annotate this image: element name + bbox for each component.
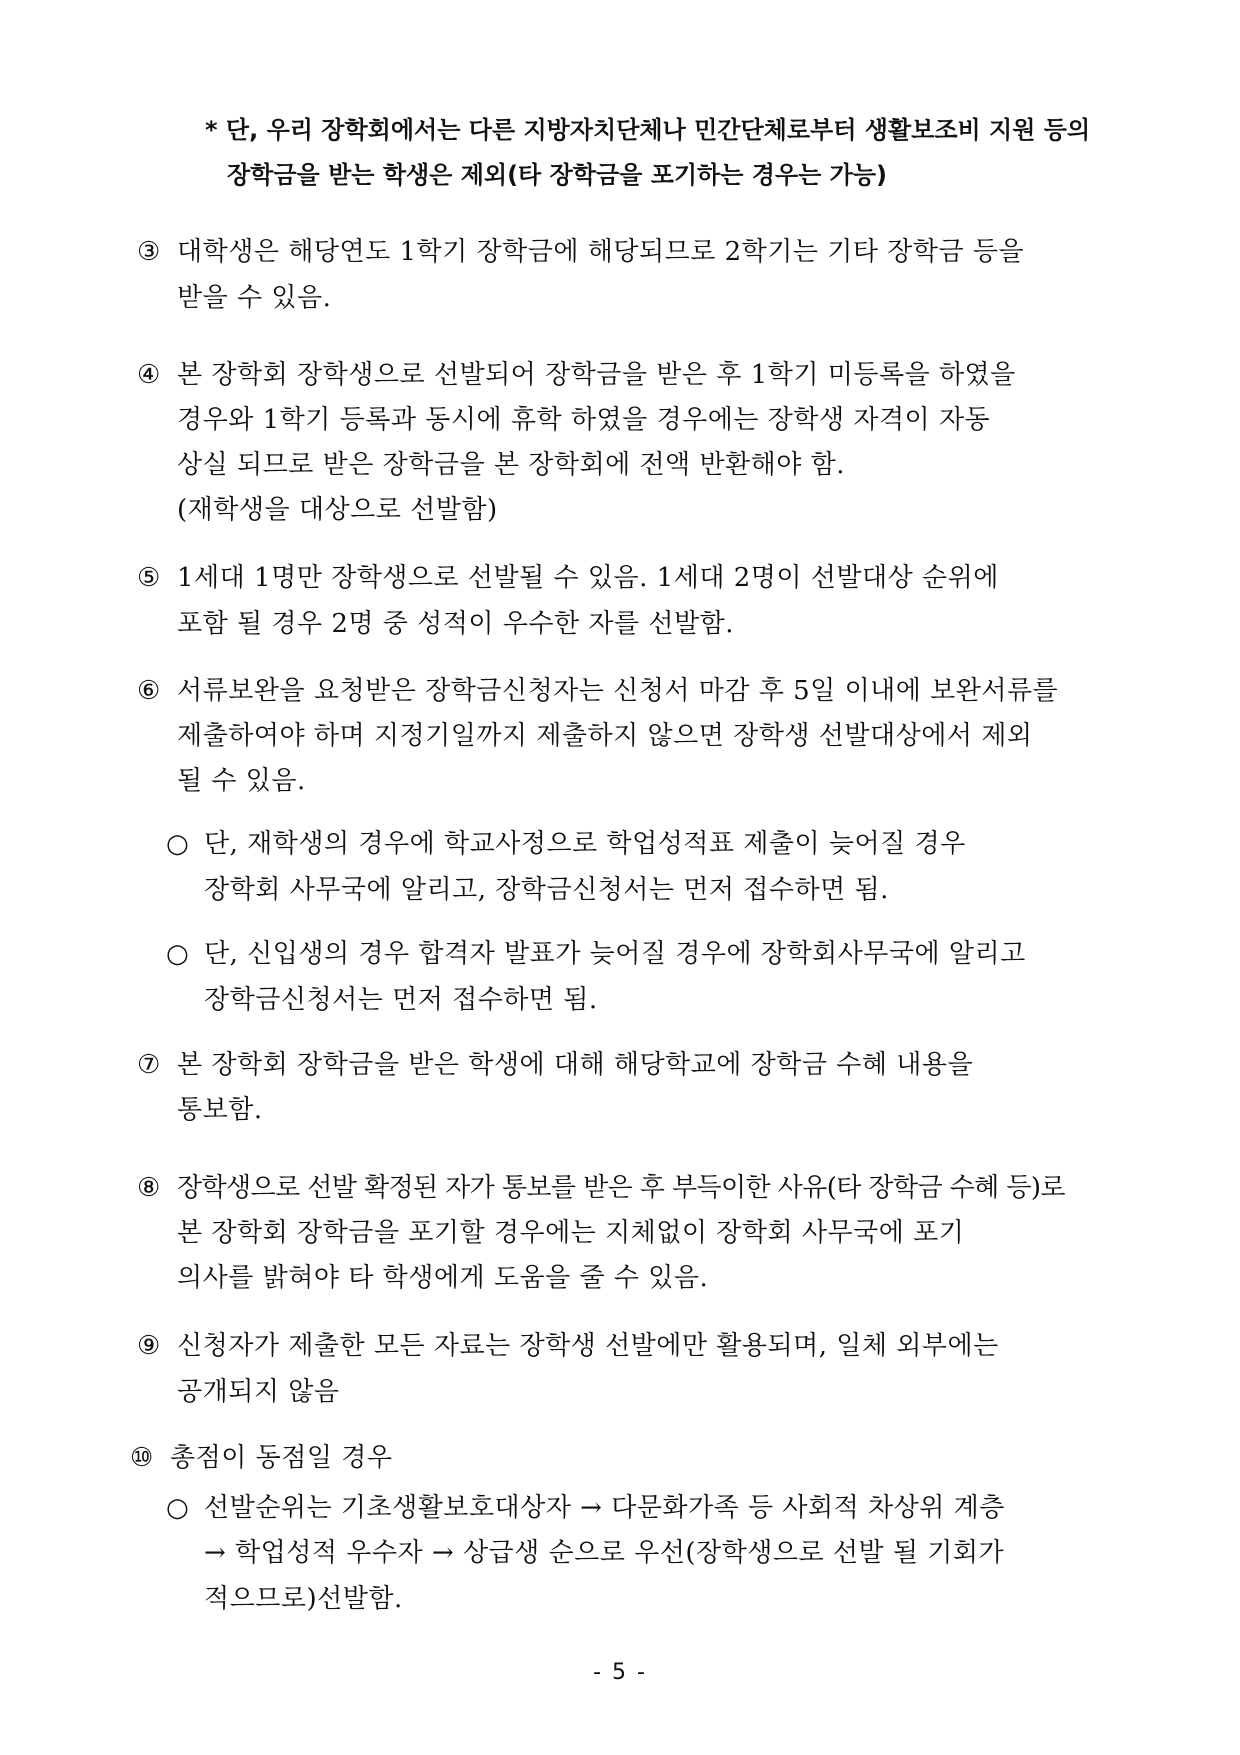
item-4-line-1 <box>137 357 1016 393</box>
item-6-line-3 <box>177 763 306 799</box>
note-text-2: 장학금을 받는 학생은 제외(타 장학금을 포기하는 경우는 가능) <box>227 161 888 189</box>
item-8-line-3 <box>177 1260 708 1296</box>
item-10-sub-1-text-1: 선발순위는 기초생활보호대상자 → 다문화가족 등 사회적 차상위 계층 <box>204 1493 1005 1523</box>
item-6-marker: ⑥ <box>137 676 161 706</box>
item-3-line-2 <box>177 280 331 316</box>
item-10-text-1: 총점이 동점일 경우 <box>170 1443 393 1473</box>
item-6-line-1 <box>137 673 1058 709</box>
item-7-line-1 <box>137 1047 973 1083</box>
note-line-1 <box>205 112 1090 148</box>
item-6-sub-1-line-2 <box>204 872 889 908</box>
item-8-text-1: 장학생으로 선발 확정된 자가 통보를 받은 후 부득이한 사유(타 장학금 수혜 등)로 <box>177 1173 1065 1203</box>
page-number: - 5 - <box>593 1660 647 1685</box>
item-5-marker: ⑤ <box>137 563 161 593</box>
item-6-sub-2-text-2: 장학금신청서는 먼저 접수하면 됨. <box>204 985 598 1015</box>
item-4-text-2: 경우와 1학기 등록과 동시에 휴학 하였을 경우에는 장학생 자격이 자동 <box>177 405 991 435</box>
item-4-text-4: (재학생을 대상으로 선발함) <box>177 495 498 525</box>
item-6-text-2: 제출하여야 하며 지정기일까지 제출하지 않으면 장학생 선발대상에서 제외 <box>177 721 1033 751</box>
item-3-text-2: 받을 수 있음. <box>177 283 332 313</box>
item-9-text-2: 공개되지 않음 <box>177 1377 340 1407</box>
item-10-sub-1-text-2: → 학업성적 우수자 → 상급생 순으로 우선(장학생으로 선발 될 기회가 <box>204 1538 1005 1568</box>
item-3-text-1: 대학생은 해당연도 1학기 장학금에 해당되므로 2학기는 기타 장학금 등을 <box>177 237 1025 267</box>
item-10-marker: ⑩ <box>130 1443 154 1473</box>
item-7-text-2: 통보함. <box>177 1095 263 1125</box>
item-4-line-4 <box>177 492 498 528</box>
note-line-2 <box>227 157 887 193</box>
circle-bullet-icon: ○ <box>166 1493 190 1523</box>
item-6-sub-2-text-1: 단, 신입생의 경우 합격자 발표가 늦어질 경우에 장학회사무국에 알리고 <box>204 939 1026 969</box>
item-8-line-2 <box>177 1215 964 1251</box>
item-8-marker: ⑧ <box>137 1173 161 1203</box>
item-5-line-2 <box>177 606 734 642</box>
item-4-text-3: 상실 되므로 받은 장학금을 본 장학회에 전액 반환해야 함. <box>177 450 846 480</box>
item-8-text-3: 의사를 밝혀야 타 학생에게 도움을 줄 수 있음. <box>177 1263 709 1293</box>
item-8-text-2: 본 장학회 장학금을 포기할 경우에는 지체없이 장학회 사무국에 포기 <box>177 1218 965 1248</box>
item-4-marker: ④ <box>137 360 161 390</box>
item-10-line-1 <box>130 1440 392 1476</box>
item-9-line-1 <box>137 1328 999 1364</box>
item-6-sub-1-text-1: 단, 재학생의 경우에 학교사정으로 학업성적표 제출이 늦어질 경우 <box>204 829 966 859</box>
item-8-line-1 <box>137 1170 1065 1206</box>
item-4-line-2 <box>177 402 990 438</box>
note-text-1: 단, 우리 장학회에서는 다른 지방자치단체나 민간단체로부터 생활보조비 지원 등의 <box>225 116 1091 144</box>
item-3-marker: ③ <box>137 237 161 267</box>
item-6-sub-2-line-1 <box>166 936 1026 972</box>
note-star: * <box>205 116 218 144</box>
item-4-text-1: 본 장학회 장학생으로 선발되어 장학금을 받은 후 1학기 미등록을 하였을 <box>177 360 1016 390</box>
circle-bullet-icon: ○ <box>166 939 190 969</box>
item-6-sub-1-text-2: 장학회 사무국에 알리고, 장학금신청서는 먼저 접수하면 됨. <box>204 875 889 905</box>
item-9-line-2 <box>177 1374 339 1410</box>
item-10-sub-1-line-2 <box>204 1535 1004 1571</box>
item-6-line-2 <box>177 718 1032 754</box>
item-5-text-1: 1세대 1명만 장학생으로 선발될 수 있음. 1세대 2명이 선발대상 순위에 <box>177 563 999 593</box>
item-7-text-1: 본 장학회 장학금을 받은 학생에 대해 해당학교에 장학금 수혜 내용을 <box>177 1050 974 1080</box>
item-10-sub-1-line-1 <box>166 1490 1005 1526</box>
item-6-text-1: 서류보완을 요청받은 장학금신청자는 신청서 마감 후 5일 이내에 보완서류를 <box>177 676 1059 706</box>
item-9-text-1: 신청자가 제출한 모든 자료는 장학생 선발에만 활용되며, 일체 외부에는 <box>177 1331 999 1361</box>
item-5-text-2: 포함 될 경우 2명 중 성적이 우수한 자를 선발함. <box>177 609 735 639</box>
item-4-line-3 <box>177 447 845 483</box>
item-7-line-2 <box>177 1092 263 1128</box>
item-3-line-1 <box>137 234 1024 270</box>
item-6-sub-1-line-1 <box>166 826 966 862</box>
item-10-sub-1-text-3: 적으므로)선발함. <box>204 1584 403 1614</box>
item-9-marker: ⑨ <box>137 1331 161 1361</box>
item-10-sub-1-line-3 <box>204 1581 403 1617</box>
circle-bullet-icon: ○ <box>166 829 190 859</box>
item-5-line-1 <box>137 560 999 596</box>
item-6-sub-2-line-2 <box>204 982 598 1018</box>
item-7-marker: ⑦ <box>137 1050 161 1080</box>
item-6-text-3: 될 수 있음. <box>177 766 306 796</box>
